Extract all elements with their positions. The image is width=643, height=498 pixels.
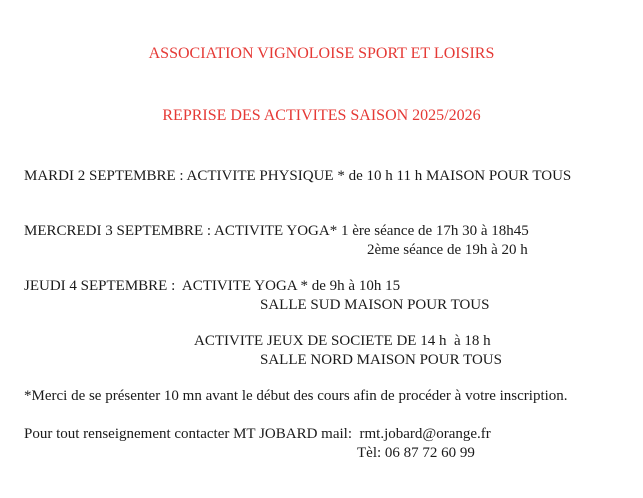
contact-line: Pour tout renseignement contacter MT JOBARD mail: rmt.jobard@orange.fr (24, 426, 491, 442)
schedule-wednesday-line1: MERCREDI 3 SEPTEMBRE : ACTIVITE YOGA* 1 ère séance de 17h 30 à 18h45 (24, 223, 529, 239)
schedule-thursday-line4: SALLE NORD MAISON POUR TOUS (260, 352, 502, 368)
phone-line: Tèl: 06 87 72 60 99 (357, 445, 475, 461)
schedule-wednesday-line2: 2ème séance de 19h à 20 h (367, 242, 528, 258)
schedule-thursday-line3: ACTIVITE JEUX DE SOCIETE DE 14 h à 18 h (194, 333, 491, 349)
schedule-thursday-line1: JEUDI 4 SEPTEMBRE : ACTIVITE YOGA * de 9h à 10h 15 (24, 278, 401, 294)
schedule-thursday-line2: SALLE SUD MAISON POUR TOUS (260, 297, 490, 313)
registration-note: *Merci de se présenter 10 mn avant le début des cours afin de procéder à votre inscription. (24, 388, 568, 404)
schedule-tuesday: MARDI 2 SEPTEMBRE : ACTIVITE PHYSIQUE * de 10 h 11 h MAISON POUR TOUS (24, 168, 572, 184)
season-subtitle: REPRISE DES ACTIVITES SAISON 2025/2026 (162, 107, 481, 124)
association-title: ASSOCIATION VIGNOLOISE SPORT ET LOISIRS (148, 45, 495, 62)
